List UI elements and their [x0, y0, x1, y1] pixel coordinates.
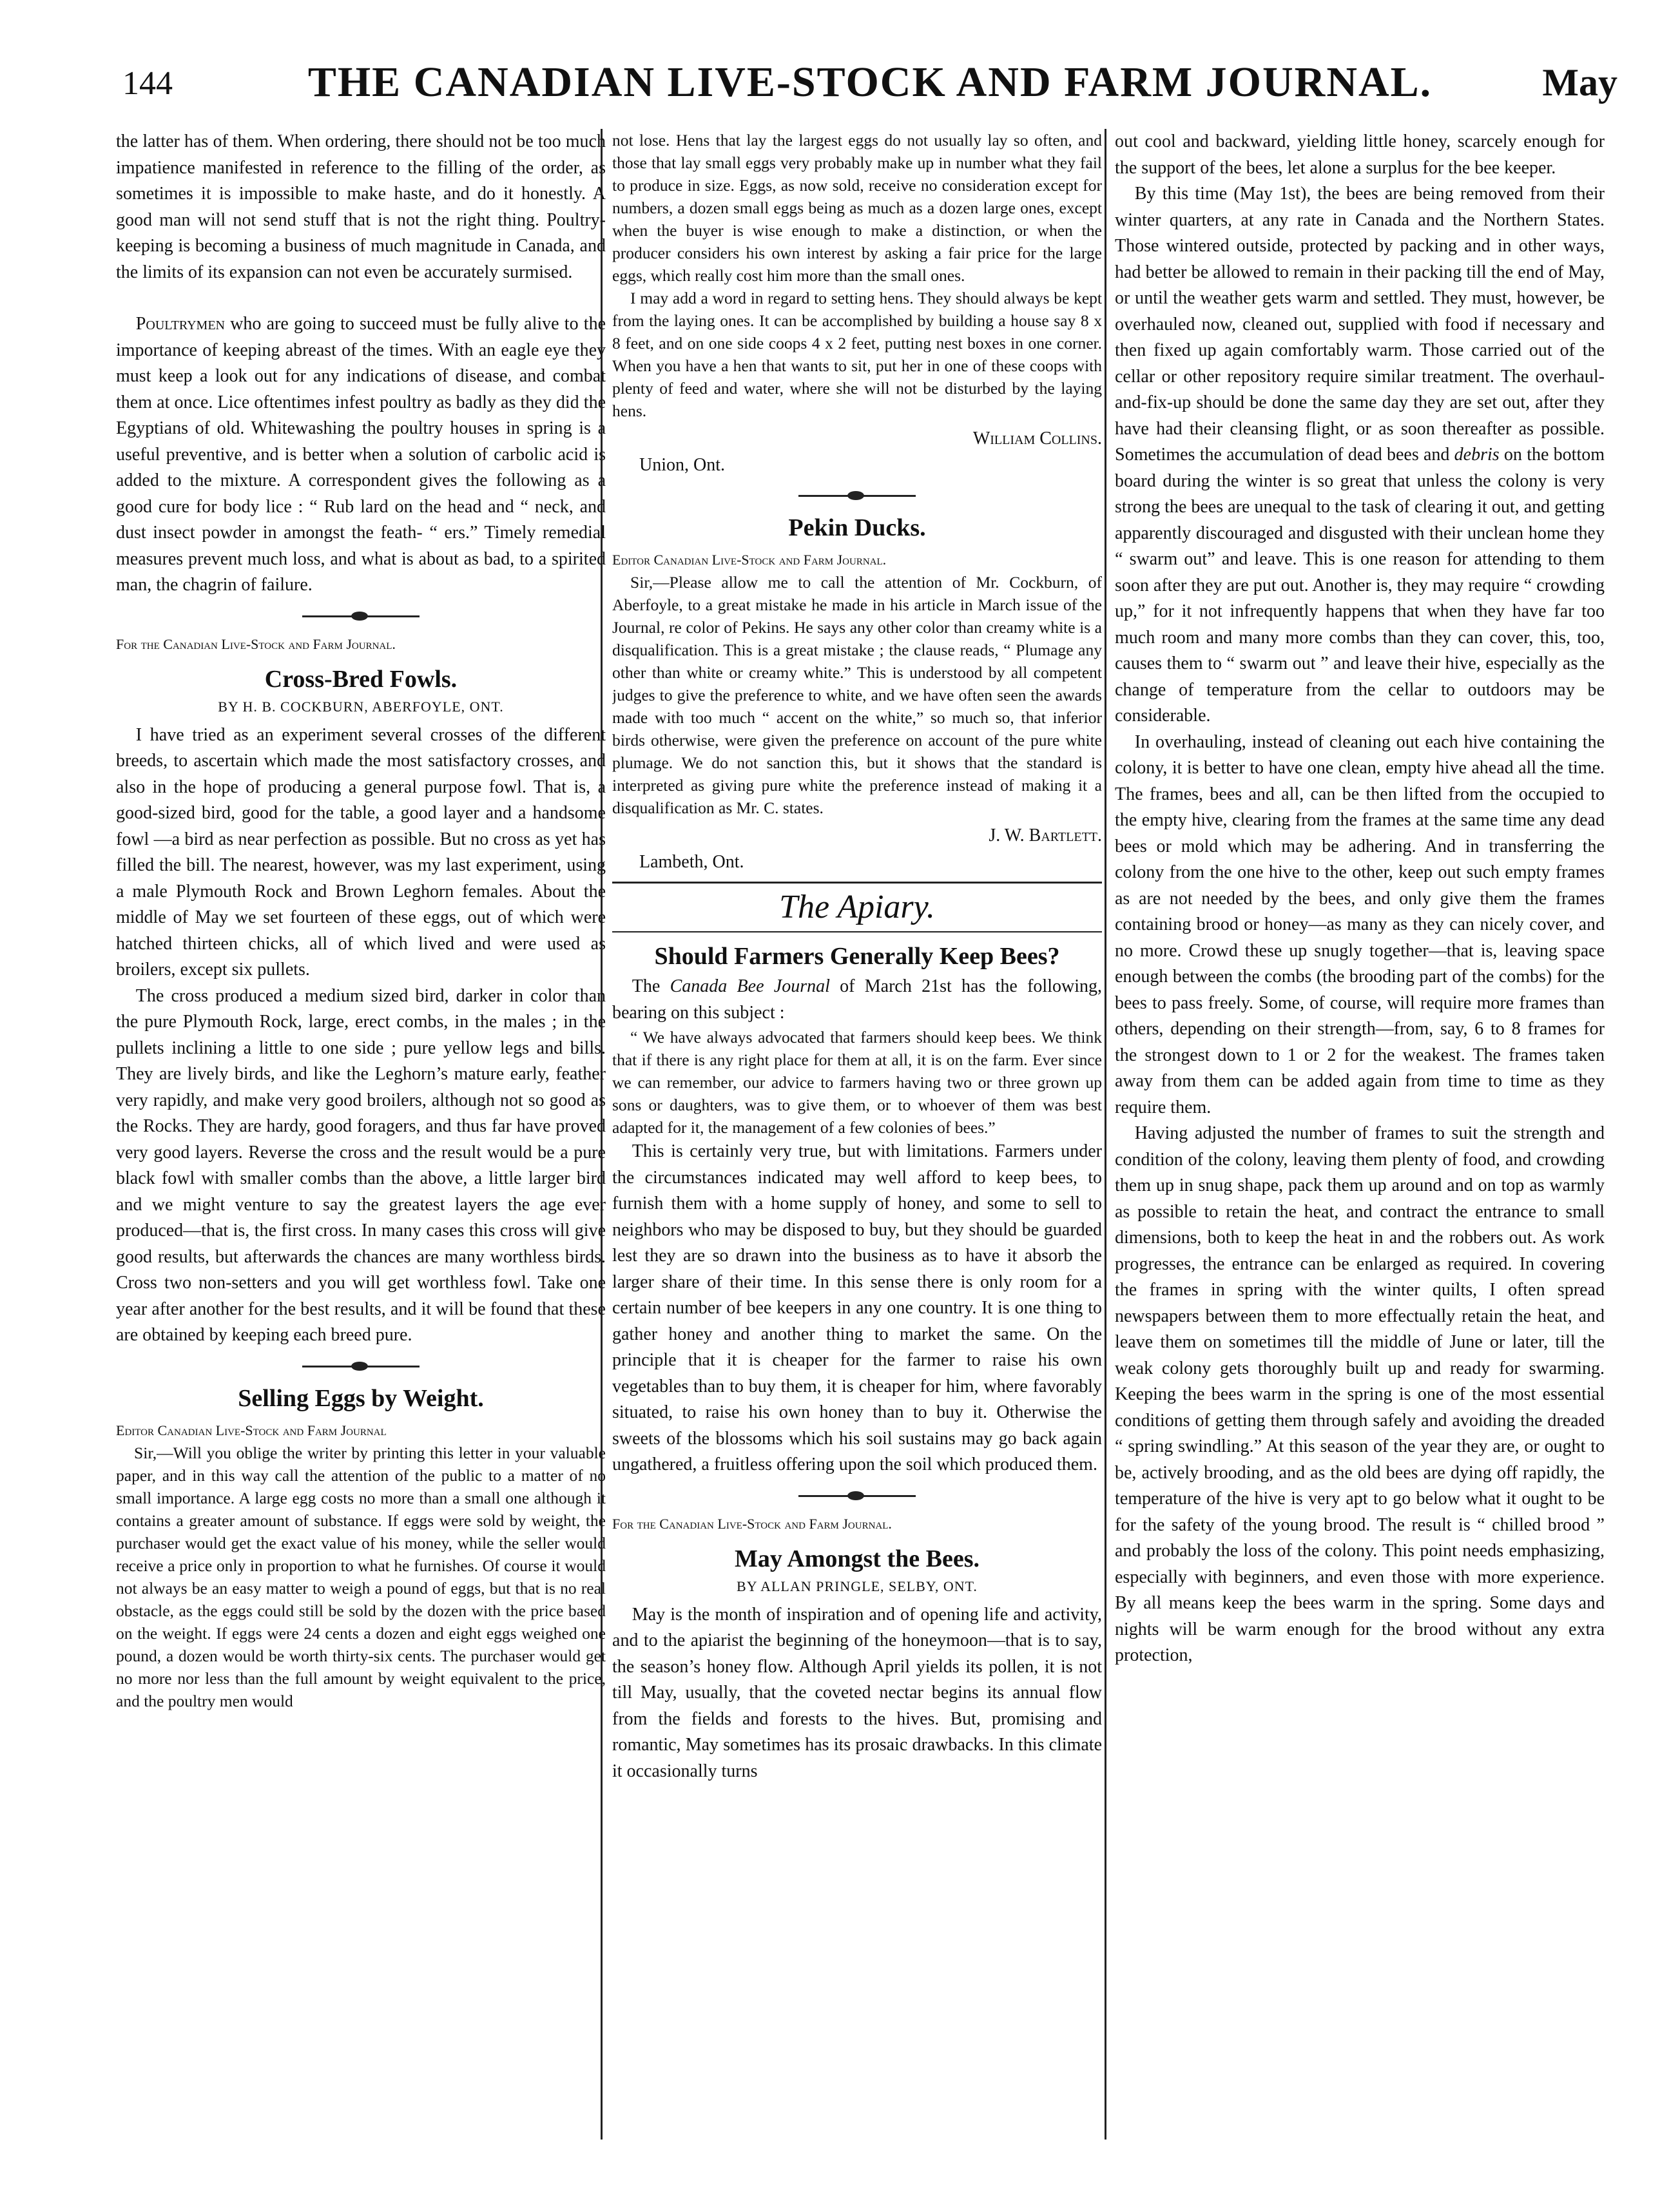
emphasis: debris [1454, 445, 1500, 465]
article-kicker: For the Canadian Live-Stock and Farm Journal. [612, 1515, 892, 1532]
paragraph [116, 311, 606, 599]
article-kicker: For the Canadian Live-Stock and Farm Journal. [116, 635, 396, 652]
article-title: Selling Eggs by Weight. [238, 1384, 484, 1412]
article-byline: BY ALLAN PRINGLE, SELBY, ONT. [737, 1578, 978, 1594]
location: Union, Ont. [639, 454, 725, 475]
paragraph: Having adjusted the number of frames to suit the strength and condition of the colony, leaving them plenty of food, and crowding them up in snug shape, pack them up around and on top as warmly as possible to retain the heat, and contract the entrance to small dimensions, both to keep the heat in and the robbers out. As work progresses, the entrance can be enlarged as required. In covering the frames in spring with the winter quilts, I often spread newspapers between them to more effectually retain the heat, and leave them on sometimes till the middle of June or later, till the weak colony gets thoroughly built up and ready for swarming. Keeping the bees warm in the spring is one of the most essential conditions of getting them through safely and avoiding the dreaded “ spring swindling.” At this season of the year they are, or ought to be, actively brooding, and as the old bees are dying off rapidly, the temperature of the hive is very apt to go below what it ought to be for the safety of the young brood. The result is “ chilled brood ” and probably the loss of the colony. This point needs emphasizing, especially with beginners, and even those with more experience. By all means keep the bees warm in the spring. Some days and nights will be warm enough for the brood without any extra protection, [1115, 1123, 1605, 1665]
paragraph: I have tried as an experiment several crosses of the different breeds, to ascertain which made the most satisfactory crosses, and also in the hope of producing a general purpose fowl. That is, a good-sized bird, good for the table, a good layer and a handsome fowl —a bird as near perfection as possible. But no cross as yet has filled the bill. The nearest, however, was my last experiment, using a male Plymouth Rock and Brown Leghorn females. About the middle of May we set fourteen of these eggs, out of which were hatched thirteen chicks, all of which lived and were used as broilers, except six pullets. [116, 724, 606, 980]
ornament-divider [612, 488, 1102, 503]
paragraph: the latter has of them. When ordering, there should not be too much impatience manifested in reference to the filling of the order, as sometimes it is impossible to make haste, and do it honestly. A good man will not send stuff that is not the right thing. Poultry-keeping is becoming a business of much magnitude in Canada, and the limits of its expansion can not even be accurately surmised. [116, 131, 606, 282]
section-title: The Apiary. [779, 889, 935, 925]
paragraph: Sir,—Will you oblige the writer by printing this letter in your valuable paper, and in this way call the attention of the public to a matter of no small importance. A large egg costs no more than a small one although it contains a greater amount of substance. If eggs were sold by weight, the purchaser would get the exact value of his money, while the seller would receive a price only in proportion to what he furnishes. Of course it would not always be an easy matter to weigh a pound of eggs, but that is no real obstacle, as the eggs could still be sold by the dozen with the price based on the weight. If eggs were 24 cents a dozen and eight eggs weighed one pound, a dozen would be worth thirty-six cents. The purchaser would get no more nor less than the full amount by weight equivalent to the price, and the poultry men would [116, 1443, 606, 1710]
column-1 [116, 129, 606, 2140]
paragraph-body: who are going to succeed must be fully alive to the importance of keeping abreast of the times. With an eagle eye they must keep a look out for any indications of disease, and combat them at once. Lice oftentimes infest poultry as badly as they did the Egyptians of old. Whitewashing the poultry houses in spring is a useful preventive, and is better when a solution of carbolic acid is added to the mixture. A correspondent gives the following as a good cure for body lice : “ Rub lard on the head and “ neck, and dust insect powder in amongst the feath- “ ers.” Timely remedial measures prevent much loss, and what is about as bad, to a spirited man, the chagrin of failure. [116, 314, 606, 595]
article-byline: BY H. B. COCKBURN, ABERFOYLE, ONT. [218, 698, 504, 715]
paragraph: Sir,—Please allow me to call the attention of Mr. Cockburn, of Aberfoyle, to a great mistake he made in his article in March issue of the Journal, re color of Pekins. He says any other color than creamy white is a disqualification. This is a great mistake ; the clause reads, “ Plumage any other than white or creamy white.” This is understood by all competent judges to give the preference to white, and we have often seen the awards made with too much “ accent on the white,” so much so, that inferior birds otherwise, were given the preference on account of the pure white plumage. We do not sanction this, but it shows that the standard is interpreted as giving pure white the preference instead of making it a disqualification as Mr. C. states. [612, 573, 1102, 817]
location: Lambeth, Ont. [639, 851, 744, 872]
text-run: The [632, 976, 670, 996]
publication-name: Canada Bee Journal [670, 976, 830, 996]
section-rule [612, 931, 1102, 932]
text-run: of March 21st has the following, bearing on this subject : [612, 976, 1102, 1023]
block-quote: “ We have always advocated that farmers should keep bees. We think that if there is any right place for them at all, it is on the farm. Ever since we can remember, our advice to farmers having two or three grown up sons or daughters, was to give them, or to whoever of them was best adapted for it, the management of a few colonies of bees.” [612, 1028, 1102, 1137]
column-3 [1115, 129, 1605, 2140]
paragraph: In overhauling, instead of cleaning out each hive containing the colony, it is better to have one clean, empty hive ahead all the time. The frames, bees and all, can be then lifted from the occupied to the empty hive, clearing from the frames at the same time any dead bees or mold which may be adhering. And in transferring the colony from the one hive to the other, keep out such empty frames as are not needed by the bees, and only give them the frames containing brood or honey—as many as they can nicely cover, and no more. Crowd these up snugly together—that is, leaving space enough between the combs (the brooding part of the combs) for the bees to pass freely. Some, of course, will require more frames than others, depending on their strength—from, say, 6 to 8 frames for the strongest down to 1 or 2 for the weakest. The frames taken away from them can be added again from time to time as they require them. [1115, 731, 1605, 1117]
signature: J. W. Bartlett. [989, 826, 1102, 845]
text-run: on the bottom board during the winter is so great that unless the colony is very strong the bees are unequal to the task of clearing it out, and getting apparently discouraged and disgusted with their unclean home they “ swarm out” and leave. This is one reason for attending to them soon after they are put out. Another is, they may require “ crowding up,” for it not infrequently happens that when they have far too much room and many more combs than they can cover, this, too, causes them to “ swarm out ” and leave their hive, especially as the change of temperature from the cellar to outdoors may be considerable. [1115, 445, 1605, 726]
text-run: By this time (May 1st), the bees are being removed from their winter quarters, at any rate in Canada and the Northern States. Those wintered outside, protected by packing and in other ways, had better be allowed to remain in their packing till the end of May, or until the weather gets warm and settled. They must, however, be overhauled now, cleaned out, supplied with food if necessary and then fixed up again comfortably warm. Those carried out of the cellar or other repository require similar treatment. The overhaul-and-fix-up should be done the same day they are set out, after they have had their cleansing flight, or as soon thereafter as possible. Sometimes the accumulation of dead bees and [1115, 184, 1605, 465]
section-rule [612, 882, 1102, 884]
paragraph: out cool and backward, yielding little honey, scarcely enough for the support of the bees, let alone a surplus for the bee keeper. [1115, 131, 1605, 178]
paragraph: This is certainly very true, but with limitations. Farmers under the circumstances indicated may well afford to keep bees, to furnish them with a home supply of honey, and some to sell to neighbors who may be disposed to buy, but they should be guarded lest they are so drawn into the business as to have it absorb the larger share of their time. In this sense there is only room for a certain number of bee keepers in any one country. It is one thing to gather honey and another thing to market the same. On the principle that it is cheaper for the farmer to raise his own vegetables than to buy them, it is cheaper for him, where favorably situated, to raise his own honey than to buy it. Otherwise the sweets of the blossoms which his soil sustains may go back again ungathered, a fruitless offering upon the soil which produced them. [612, 1141, 1102, 1474]
paragraph: The cross produced a medium sized bird, darker in color than the pure Plymouth Rock, large, erect combs, in the males ; in the pullets inclining a little to one side ; pure yellow legs and bills. They are lively birds, and like the Leghorn’s mature early, feather very rapidly, and make very good broilers, although not so good as the Rocks. They are hardy, good foragers, and thus far have proved very good layers. Reverse the cross and the result would be a pure black fowl with smaller combs than the above, a little larger bird and we might venture to say the greatest layers the age ever produced—that is, the first cross. In many cases this cross will give good results, but afterwards the chances are many worthless birds. Cross two non-setters and you will get worthless fowl. Take one year after another for the best results, and it will be found that these are obtained by keeping each breed pure. [116, 985, 606, 1345]
page-number: 144 [122, 65, 173, 102]
article-title: Cross-Bred Fowls. [264, 665, 458, 693]
ornament-divider [116, 609, 606, 623]
column-2 [612, 129, 1102, 2140]
lead-word: Poultrymen [135, 314, 225, 334]
article-title: May Amongst the Bees. [735, 1545, 980, 1572]
signature: William Collins. [972, 429, 1102, 449]
paragraph: May is the month of inspiration and of opening life and activity, and to the apiarist the beginning of the honeymoon—that is to say, the season’s honey flow. Although April yields its pollen, it is not till May, usually, that the coveted nectar begins its annual flow from the fields and forests to the hives. But, promising and romantic, May sometimes has its prosaic drawbacks. In this climate it occasionally turns [612, 1604, 1102, 1781]
issue-month: May [1542, 61, 1617, 104]
paragraph: I may add a word in regard to setting hens. They should always be kept from the laying ones. It can be accomplished by building a house say 8 x 8 feet, and on one side coops 4 x 2 feet, putting nest boxes in one corner. When you have a hen that wants to sit, put her in one of these coops with plenty of feed and water, where she will not be disturbed by the laying hens. [612, 289, 1102, 420]
article-kicker: Editor Canadian Live-Stock and Farm Journal. [612, 552, 887, 568]
paragraph [612, 974, 1102, 1026]
column-divider-2 [1105, 129, 1106, 2140]
paragraph: not lose. Hens that lay the largest eggs do not usually lay so often, and those that lay small eggs very probably make up in number what they fail to produce in size. Eggs, as now sold, receive no consideration except for numbers, a dozen small eggs being as much as a dozen large ones, except when the buyer is wise enough to make a distinction, or when the producer considers his own interest by asking a fair price for the large eggs, which really cost him more than the small ones. [612, 131, 1102, 285]
article-kicker: Editor Canadian Live-Stock and Farm Journal [116, 1422, 387, 1438]
ornament-divider [116, 1359, 606, 1373]
article-title: Should Farmers Generally Keep Bees? [654, 943, 1060, 970]
paragraph [1115, 181, 1605, 729]
ornament-divider [612, 1489, 1102, 1503]
journal-title: THE CANADIAN LIVE-STOCK AND FARM JOURNAL. [307, 59, 1433, 106]
article-title: Pekin Ducks. [788, 514, 926, 541]
page-header [116, 52, 1624, 110]
